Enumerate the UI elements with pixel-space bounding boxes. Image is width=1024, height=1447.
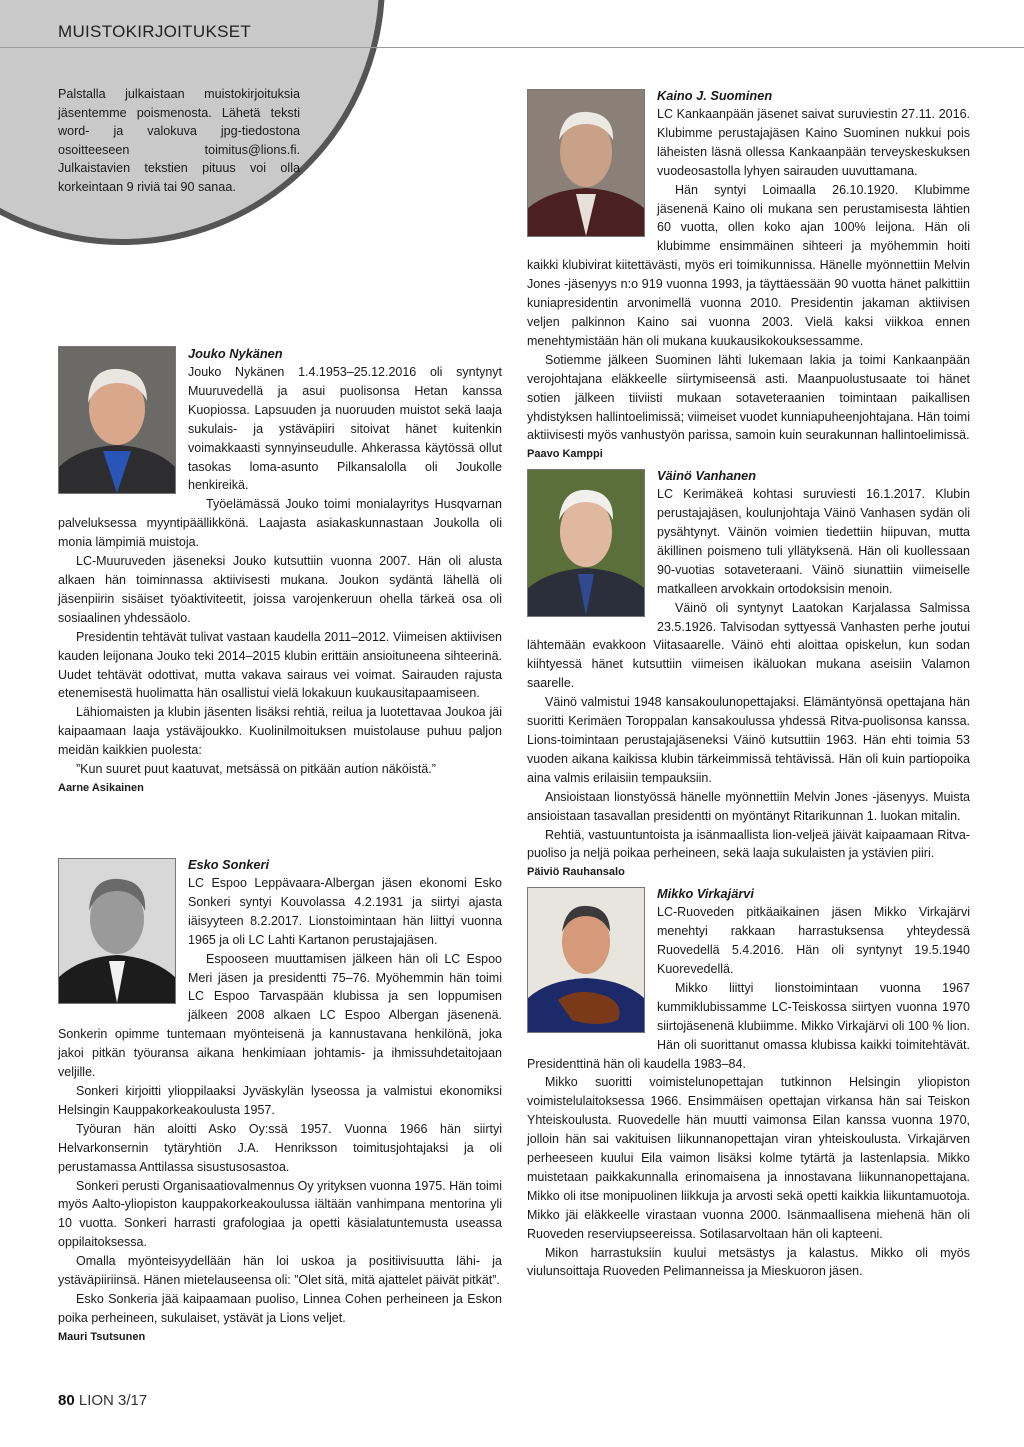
obituary-paragraph: Espooseen muuttamisen jälkeen hän oli LC Espoo Meri jäsen ja presidentti 75–76. Myöhemmin hän toimi LC Espoo Tarvaspään klubissa ja sen loppumisen jälkeen 2008 alkaen LC Espoo Albergan jäsenenä. Sonkerin opimme tuntemaan myönteisenä ja kannustavana henkilönä, joka jakoi pitkän työuransa aikana henkimiaan johtamis- ja ihmissuhdetaitojaan veljille. bbox=[58, 951, 502, 1080]
obituary-paragraph: Sonkeri kirjoitti ylioppilaaksi Jyväskylän lyseossa ja valmistui ekonomiksi Helsingin Kauppakorkeakoulusta 1957. bbox=[58, 1083, 502, 1117]
portrait-jouko bbox=[58, 346, 176, 494]
obituary-paragraph: Mikon harrastuksiin kuului metsästys ja kalastus. Mikko oli myös viulunsoittaja Ruoveden Pelimanneissa ja Mieskuoron jäsen. bbox=[527, 1245, 970, 1279]
obituary-vaino bbox=[527, 466, 970, 882]
obituary-paragraph: Rehtiä, vastuuntuntoista ja isänmaallista lion-veljeä jäivät kaipaamaan Ritva-puoliso ja neljä poikaa perheineen, sekä laaja sukulaisten ja ystävien piiri. bbox=[527, 827, 970, 861]
portrait-esko bbox=[58, 858, 176, 1004]
obituary-name: Kaino J. Suominen bbox=[657, 88, 773, 103]
obituary-jouko bbox=[58, 344, 502, 798]
portrait-photo-icon bbox=[59, 859, 175, 1003]
obituary-paragraph: Lähiomaisten ja klubin jäsenten lisäksi rehtiä, reilua ja luotettavaa Joukoa jäi kaipaamaan laaja ystäväjoukko. Kuolinilmoituksen muistolause puhuu paljon meidän kaikkien puolesta: bbox=[58, 705, 502, 758]
obituary-paragraph: LC Kerimäkeä kohtasi suruviesti 16.1.2017. Klubin perustajajäsen, koulunjohtaja Väinö Vanhasen sydän oli pysähtynyt. Väinön voimien tiedettiin hiipuvan, mutta äkillinen poismeno tuli yllätyksenä. Hän oli kuollessaan 90-vuotias sotaveteraani. Väinö siunattiin viimeiselle matkalleen arvokkain ortodoksisin menoin. bbox=[657, 487, 970, 596]
obituary-paragraph: Sonkeri perusti Organisaatiovalmennus Oy yrityksen vuonna 1975. Hän toimi myös Aalto-yliopiston kauppakorkeakoulussa iältään vanhimpana mentorina yli 10 vuotta. Sonkeri harrasti grafologiaa ja opetti käsialatuntemusta useassa oppilaitoksessa. bbox=[58, 1178, 502, 1250]
obituary-paragraph: LC-Muuruveden jäseneksi Jouko kutsuttiin vuonna 2007. Hän oli alusta alkaen hän toiminnassa aktiivisesti mukana. Joukon sydäntä lähellä oli jäsenpiirin sisäiset työaktiviteetit, joissa varojenkeruun ohella tärkeä osa oli sosiaalinen yhdessäolo. bbox=[58, 554, 502, 625]
page-footer bbox=[58, 1392, 147, 1409]
header-divider bbox=[0, 47, 1024, 48]
obituary-paragraph: Jouko Nykänen 1.4.1953–25.12.2016 oli syntynyt Muuruvedellä ja asui puolisonsa Hetan kanssa Kuopiossa. Lapsuuden ja nuoruuden muistot sekä laaja sukulais- ja ystäväpiiri sitoivat hänet kuitenkin voimakkaasti synnyinseudulle. Ahkerassa käytössä ollut tasokas loma-asunto Pilkansalolla oli Joukolle henkireikä. bbox=[188, 365, 502, 493]
page-number: 80 bbox=[58, 1392, 75, 1409]
obituary-esko bbox=[58, 855, 502, 1347]
author-signature: Mauri Tsutsunen bbox=[58, 1330, 146, 1343]
obituary-paragraph: Mikko liittyi lionstoimintaan vuonna 1967 kummiklubissamme LC-Teiskossa siirtyen vuonna 1970 siirtojäsenenä klubiimme. Mikko Virkajärvi oli 100 % lion. Hän oli suorittanut omassa klubissa kaikki toimitehtävät. Presidenttinä hän oli kaudella 1983–84. bbox=[527, 980, 970, 1071]
obituary-paragraph: Työuran hän aloitti Asko Oy:ssä 1957. Vuonna 1966 hän siirtyi Helvarkonsernin tytäryhtiön J.A. Henriksson toimitusjohtajaksi ja oli perustamassa Anttilassa sisustusosastoa. bbox=[58, 1121, 502, 1174]
obituary-name: Esko Sonkeri bbox=[188, 857, 270, 872]
author-signature: Päiviö Rauhansalo bbox=[527, 866, 625, 879]
section-title: MUISTOKIRJOITUKSET bbox=[58, 22, 252, 41]
obituary-name: Jouko Nykänen bbox=[188, 346, 283, 361]
obituary-paragraph: Väinö valmistui 1948 kansakoulunopettajaksi. Elämäntyönsä opettajana hän suoritti Kerimäen Toroppalan kansakoulussa yhdessä Ritva-puolisonsa kanssa. Lions-toimintaan perustajajäseneksi Väinö kutsuttiin 1963. Hän ehti toimia 53 vuoden aikana kaikissa klubin tärkeimmissä tehtävissä. Hän oli kuin partiopoika aina valmis erilaisiin tempauksiin. bbox=[527, 695, 970, 785]
portrait-photo-icon bbox=[528, 90, 644, 236]
author-signature: Aarne Asikainen bbox=[58, 781, 144, 794]
right-column bbox=[527, 86, 970, 1281]
obituary-name: Mikko Virkajärvi bbox=[657, 886, 754, 902]
obituary-mikko bbox=[527, 884, 970, 1281]
portrait-kaino bbox=[527, 89, 645, 237]
portrait-photo-icon bbox=[528, 470, 644, 616]
obituary-paragraph: LC-Ruoveden pitkäaikainen jäsen Mikko Virkajärvi menehtyi rakkaan harrastuksensa yhteydessä Ruovedellä 5.4.2016. Hän oli syntynyt 19.5.1940 Kuorevedellä. bbox=[657, 905, 970, 976]
author-signature: Paavo Kamppi bbox=[527, 448, 603, 461]
portrait-photo-icon bbox=[59, 347, 175, 493]
magazine-name: LION bbox=[78, 1392, 114, 1409]
obituary-paragraph: Hän syntyi Loimaalla 26.10.1920. Klubimme jäsenenä Kaino oli mukana sen perustamisesta lähtien 60 vuotta, ollen koko ajan 100% leijona. Hän oli klubimme ensimmäinen sihteeri ja myöhemmin hoiti kaikki klubivirat kiitettävästi, myös eri toimikunnissa. Hänelle myönnettiin Melvin Jones -jäsenyys n:o 919 vuonna 1993, ja täyttäessään 90 vuotta hänet palkittiin kuniapresidentin arvonimellä vuonna 2010. Presidentin jakaman aktiivisen veljen palkinnon Kaino sai vuonna 2003. Vielä kaksi viikkoa ennen menehtymistään hän oli mukana kuukausikokouksessamme. bbox=[527, 182, 970, 348]
obituary-paragraph: Työelämässä Jouko toimi monialayritys Husqvarnan palveluksessa myyntipäällikkönä. Laajasta asiakaskunnastaan Joukolla oli monia lämpimiä muistoja. bbox=[58, 497, 502, 550]
obituary-paragraph: ”Kun suuret puut kaatuvat, metsässä on pitkään aution näköistä.” bbox=[76, 762, 436, 777]
obituary-paragraph: Omalla myönteisyydellään hän loi uskoa ja positiivisuutta lähi- ja ystäväpiiriinsä. Hänen mietelauseensa oli: ”Olet sitä, mitä ajattelet päivät pitkät”. bbox=[58, 1254, 502, 1288]
portrait-mikko bbox=[527, 887, 645, 1033]
obituary-paragraph: LC Kankaanpään jäsenet saivat suruviestin 27.11. 2016. Klubimme perustajajäsen Kaino Suominen nukkui pois läheisten läsnä ollessa Kankaanpään terveyskeskuksen vuodeosastolla lyhyen sairauden uuvuttamana. bbox=[657, 107, 970, 178]
obituary-paragraph: Esko Sonkeria jää kaipaamaan puoliso, Linnea Cohen perheineen ja Eskon poika perheineen, sukulaiset, ystävät ja Lions veljet. bbox=[58, 1291, 502, 1325]
intro-text: Palstalla julkaistaan muistokirjoituksia jäsentemme poismenosta. Lähetä teksti word- ja valokuva jpg-tiedostona osoitteeseen toimitus@lions.fi. Julkaistavien tekstien pituus voi olla korkeintaan 9 riviä tai 90 sanaa. bbox=[58, 87, 300, 194]
obituary-paragraph: Sotiemme jälkeen Suominen lähti lukemaan lakia ja toimi Kankaanpään verojohtajana eläkkeelle siirtymiseensä asti. Maanpuolustusaate toi hänet sotien jälkeen tiiviisti mukaan sotaveteraanien toimintaan paikallisen yhdistyksen hallintoelimissä; viimeiset vuodet kunniapuheenjohtajana. Hän toimi aktiivisesti myös vanhustyön parissa, samoin kuin seurakunnan hallintoelimissä. bbox=[527, 352, 970, 443]
obituary-paragraph: Väinö oli syntynyt Laatokan Karjalassa Salmissa 23.5.1926. Talvisodan syttyessä Vanhasten perhe joutui lähtemään evakkoon Viitasaarelle. Väinö ehti aloittaa opiskelun, kun sodan kiihtyessä hänet kutsuttiin viimeisen ikäluokan mukana aseisiin Valamon saarelle. bbox=[527, 600, 970, 691]
obituary-paragraph: Presidentin tehtävät tulivat vastaan kaudella 2011–2012. Viimeisen aktiivisen kauden leijonana Jouko teki 2014–2015 klubin erittäin ansioituneena sihteerinä. Uudet tehtävät odottivat, mutta vakava sairaus vei voimat. Sairauden rajusta etenemisestä huolimatta hän osallistui vielä lokakuun kuukausitapaamiseen. bbox=[58, 629, 502, 701]
issue-number: 3/17 bbox=[118, 1392, 148, 1409]
obituary-paragraph: LC Espoo Leppävaara-Albergan jäsen ekonomi Esko Sonkeri syntyi Kouvolassa 4.2.1931 ja siirtyi ajasta iäisyyteen 8.2.2017. Lionstoimintaan hän liittyi vuonna 1965 ja oli LC Lahti Kartanon perustajajäsen. bbox=[188, 876, 502, 947]
obituary-name: Väinö Vanhanen bbox=[657, 468, 757, 484]
violinist-photo-icon bbox=[528, 888, 644, 1032]
portrait-vaino bbox=[527, 469, 645, 617]
obituary-paragraph: Mikko suoritti voimistelunopettajan tutkinnon Helsingin yliopiston voimistelulaitoksessa 1966. Ensimmäisen opettajan virkansa hän sai Teiskon Yhteiskoulusta. Ruovedelle hän muutti vaimonsa Eilan kanssa vuonna 1970, jolloin hän sai vakituisen liikunnanopettajan viran yhteiskoulusta. Virkajärven perheeseen kuului Eila vaimon lisäksi kolme tytärtä ja lastenlapsia. Mikko muistetaan paikkakunnalla erinomaisena ja innostavana liikunnanopettajana. Mikko oli itse monipuolinen liikkuja ja arvosti sekä opetti kaikkia liikuntamuotoja. Mikko jäi eläkkeelle virastaan vuonna 2000. Isänmaallisena miehenä hän oli Ruoveden reserviupseereissa. Sotilasarvoltaan hän oli kapteeni. bbox=[527, 1075, 970, 1241]
obituary-paragraph: Ansioistaan lionstyössä hänelle myönnettiin Melvin Jones -jäsenyys. Muista ansioistaan tasavallan presidentti on myöntänyt Ritarikunnan 1. luokan mitalin. bbox=[527, 789, 970, 823]
obituary-kaino bbox=[527, 86, 970, 464]
